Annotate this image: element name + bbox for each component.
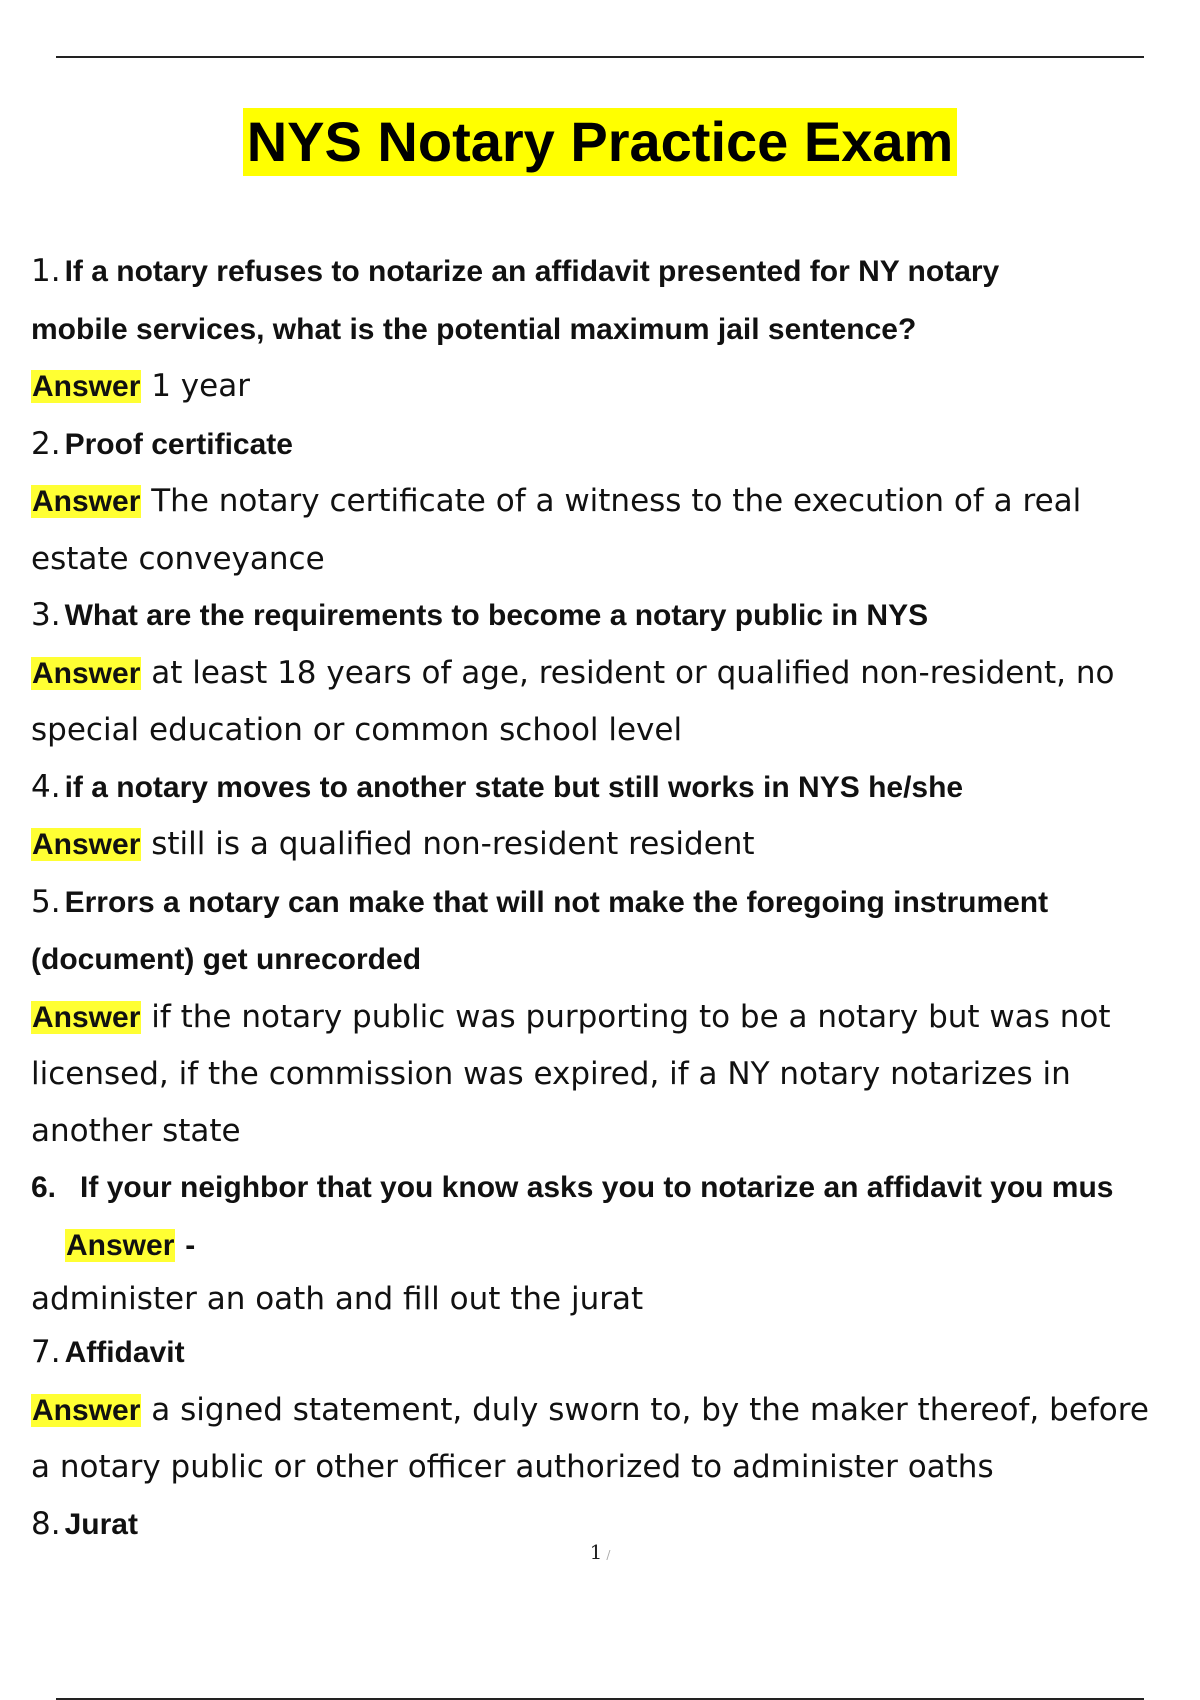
question-number: 6. [31,1171,57,1204]
answer-text: if the notary public was purporting to be a notary but was not [151,998,1111,1035]
answer-dash: - [185,1228,196,1262]
answer-label: Answer [32,1393,141,1427]
answer-line [31,531,1200,588]
question-text: (document) get unrecorded [31,943,422,976]
question-line [31,587,1200,645]
answer-line [31,358,1200,416]
question-number: 1. [31,253,61,289]
answer-text: a signed statement, duly sworn to, by the maker thereof, before [151,1391,1149,1428]
question-list [31,243,1200,1553]
answer-line [31,473,1200,531]
question-line [31,1324,1200,1382]
answer-line [31,1103,1200,1160]
question-text: What are the requirements to become a notary public in NYS [64,599,929,632]
top-rule [56,56,1144,58]
question-line [31,1159,1200,1217]
question-text: If your neighbor that you know asks you to notarize an affidavit you mus [80,1171,1114,1204]
answer-label: Answer [32,1000,141,1034]
answer-text: another state [31,1112,241,1149]
page-number [0,1540,1200,1564]
answer-label: Answer [32,828,141,861]
page-number-value: 1 [589,1540,603,1564]
answer-text: administer an oath and fill out the jurat [31,1281,644,1317]
question-number: 3. [31,597,61,633]
question-line [31,416,1200,474]
answer-text: still is a qualified non-resident resident [151,826,755,862]
question-number: 2. [31,425,61,462]
answer-label: Answer [32,485,141,518]
question-number: 7. [31,1334,61,1370]
answer-line [31,1274,1200,1324]
answer-label: Answer [32,370,141,403]
answer-line [31,645,1200,703]
question-text: Affidavit [64,1336,185,1369]
question-line [31,243,1200,301]
answer-text: estate conveyance [31,540,325,577]
question-text: Errors a notary can make that will not make the foregoing instrument [64,885,1049,919]
answer-text: licensed, if the commission was expired, if a NY notary notarizes in [31,1056,1071,1092]
answer-label: Answer [32,656,141,690]
question-number: 8. [31,1505,61,1542]
question-line [31,759,1200,817]
answer-line [31,702,1200,759]
question-text: mobile services, what is the potential maximum jail sentence? [31,312,917,346]
title-container [0,108,1200,176]
question-text: If a notary refuses to notarize an affidavit presented for NY notary [64,255,1000,288]
question-number: 5. [31,883,61,920]
question-number: 4. [31,768,61,805]
answer-text: a notary public or other officer authorized to administer oaths [31,1449,994,1485]
page-title: NYS Notary Practice Exam [243,108,958,176]
question-text: Jurat [64,1507,138,1541]
answer-text: The notary certificate of a witness to the execution of a real [151,483,1082,519]
question-text: if a notary moves to another state but still works in NYS he/she [64,770,964,804]
question-line [31,931,1200,989]
answer-line [31,816,1200,874]
answer-text: 1 year [151,368,250,404]
answer-line [31,1046,1200,1103]
answer-line [31,1217,1200,1275]
question-line [31,301,1200,359]
answer-label: Answer [66,1228,175,1262]
page-separator: / [606,1548,611,1562]
answer-text: at least 18 years of age, resident or qualified non-resident, no [151,654,1115,691]
answer-line [31,1439,1200,1496]
question-text: Proof certificate [64,427,293,461]
answer-line [31,1382,1200,1440]
answer-text: special education or common school level [31,712,683,748]
question-line [31,874,1200,932]
answer-line [31,989,1200,1047]
